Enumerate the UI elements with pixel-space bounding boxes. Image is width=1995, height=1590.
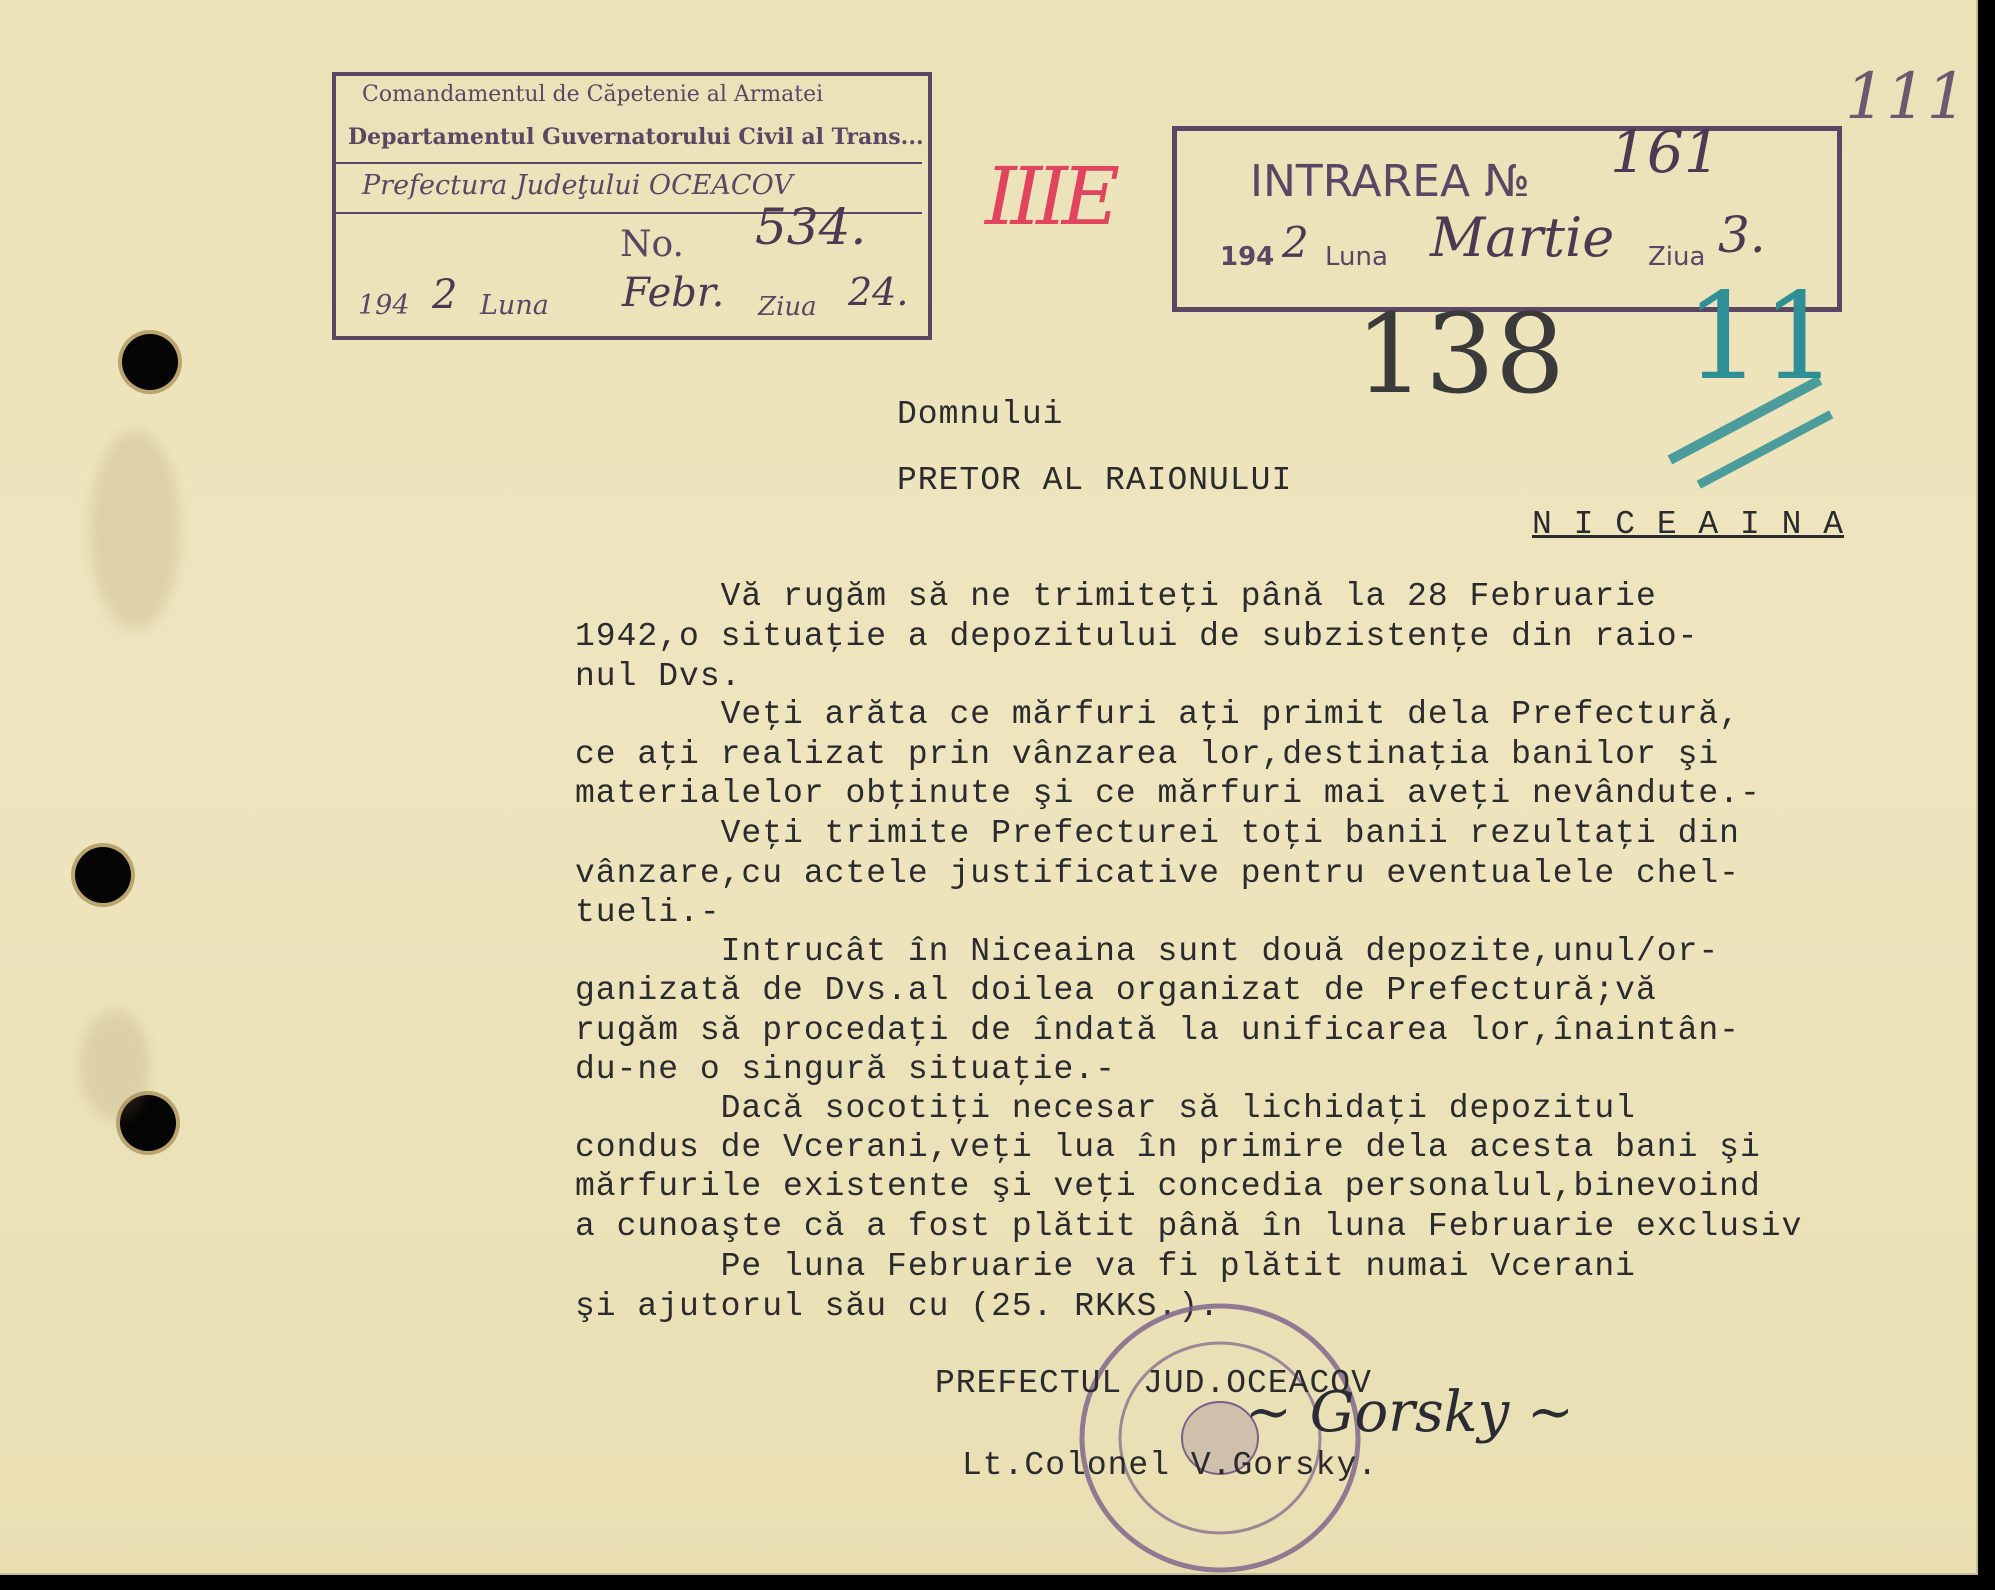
intrarea-luna-value: Martie <box>1430 206 1615 269</box>
body-line: Pe luna Februarie va fi plătit numai Vcerani <box>575 1248 1636 1285</box>
signature-name: Lt.Colonel V.Gorsky. <box>962 1447 1379 1484</box>
body-line: condus de Vcerani,veţi lua în primire dela acesta bani şi <box>575 1129 1761 1166</box>
intrarea-year-prefix: 194 <box>1220 242 1275 272</box>
stamp-year-digit: 2 <box>432 272 458 318</box>
intrarea-ziua-value: 3. <box>1718 206 1766 264</box>
body-line: nul Dvs. <box>575 658 742 695</box>
body-line: Intrucât în Niceaina sunt două depozite,unul/or- <box>575 933 1720 970</box>
punch-hole <box>75 847 131 903</box>
body-line: vânzare,cu actele justificative pentru eventualele chel- <box>575 855 1740 892</box>
body-line: ganizată de Dvs.al doilea organizat de Prefectură;vă <box>575 972 1657 1009</box>
stamp-line-3: Prefectura Judeţului OCEACOV <box>362 170 793 201</box>
stamp-line-1: Comandamentul de Căpetenie al Armatei <box>362 82 824 107</box>
signature-title: PREFECTUL JUD.OCEACOV <box>935 1365 1372 1402</box>
body-line: rugăm să procedaţi de îndată la unificarea lor,înaintân- <box>575 1012 1740 1049</box>
stain <box>80 1010 150 1120</box>
body-line: ce aţi realizat prin vânzarea lor,destinaţia banilor şi <box>575 736 1720 773</box>
blue-pencil-strokes <box>1697 410 1834 488</box>
body-line: a cunoaşte că a fost plătit până în luna Februarie exclusiv <box>575 1208 1803 1245</box>
body-line: du-ne o singură situaţie.- <box>575 1051 1116 1088</box>
blue-pencil-number: 11 <box>1685 268 1838 407</box>
stamp-luna-label: Luna <box>480 290 549 321</box>
stamp-no-value: 534. <box>755 198 867 256</box>
body-line: Veţi arăta ce mărfuri aţi primit dela Prefectură, <box>575 696 1740 733</box>
body-line: materialelor obţinute şi ce mărfuri mai aveţi nevândute.- <box>575 775 1761 812</box>
body-line: tueli.- <box>575 894 721 931</box>
stain <box>90 430 180 630</box>
pencil-number: 138 <box>1355 290 1565 418</box>
body-line: mărfurile existente şi veţi concedia personalul,binevoind <box>575 1168 1761 1205</box>
punch-hole <box>122 334 178 390</box>
intrarea-year-digit: 2 <box>1282 218 1309 267</box>
corner-number: 111 <box>1845 60 1968 134</box>
stamp-luna-value: Febr. <box>622 270 725 316</box>
intrarea-luna-label: Luna <box>1325 242 1388 272</box>
stamp-year-prefix: 194 <box>358 290 410 321</box>
body-line: Dacă socotiţi necesar să lichidaţi depozitul <box>575 1090 1636 1127</box>
stamp-line-2: Departamentul Guvernatorului Civil al Trans... <box>348 124 924 150</box>
body-line: 1942,o situaţie a depozitului de subzistenţe din raio- <box>575 618 1699 655</box>
body-line: Vă rugăm să ne trimiteţi până la 28 Februarie <box>575 578 1657 615</box>
intrarea-ziua-label: Ziua <box>1648 242 1706 272</box>
body-line: şi ajutorul său cu (25. RKKS.). <box>575 1288 1220 1325</box>
place-name: N I C E A I N A <box>1532 506 1845 543</box>
stamp-ziua-label: Ziua <box>758 292 817 322</box>
intrarea-number: 161 <box>1610 118 1721 186</box>
recipient: PRETOR AL RAIONULUI <box>897 462 1293 499</box>
intrarea-title: INTRAREA № <box>1250 156 1530 207</box>
stamp-no-label: No. <box>620 224 684 265</box>
stamp-divider <box>336 162 922 164</box>
red-pencil-mark: IIIE <box>985 150 1115 243</box>
body-line: Veţi trimite Prefecturei toţi banii rezultaţi din <box>575 815 1740 852</box>
stamp-ziua-value: 24. <box>848 270 909 314</box>
salutation: Domnului <box>897 396 1064 433</box>
handwritten-signature: ~ Gorsky ~ <box>1245 1380 1574 1445</box>
